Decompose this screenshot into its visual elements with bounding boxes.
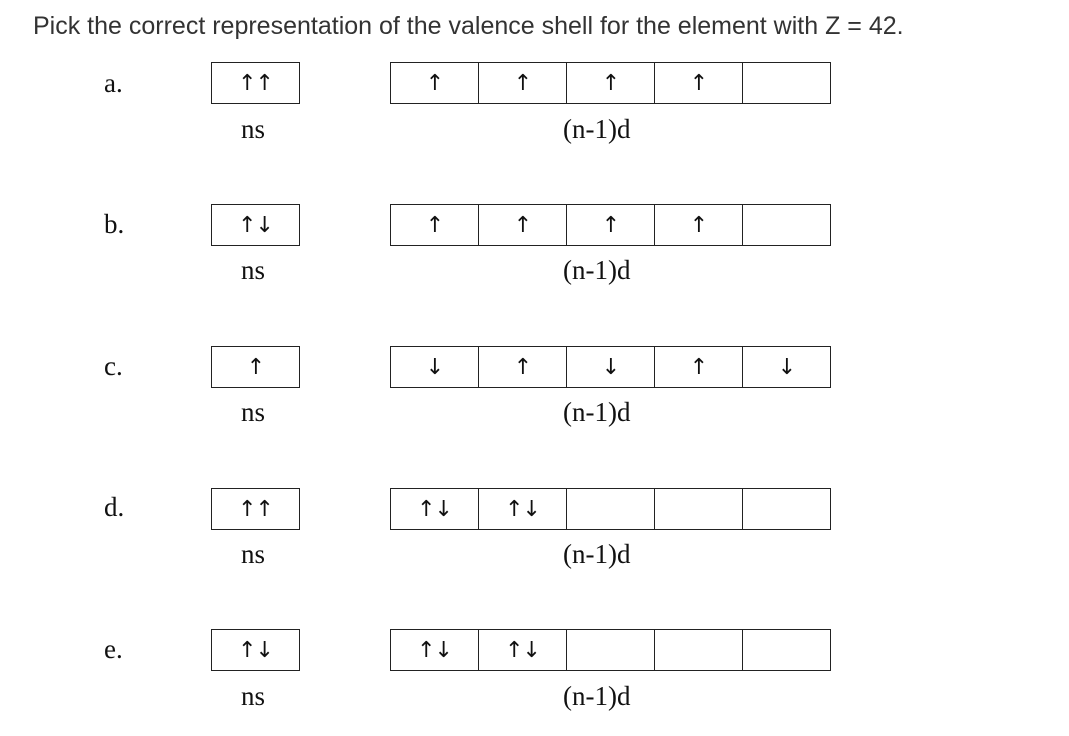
- ns-orbital-box: ↑↑: [211, 62, 300, 104]
- d-orbital-box-4: [654, 488, 743, 530]
- d-orbital-box-4: ↑: [654, 346, 743, 388]
- d-orbital-box-3: ↓: [566, 346, 655, 388]
- d-orbital-box-1: ↑↓: [390, 629, 479, 671]
- d-orbital-box-1: ↑: [390, 62, 479, 104]
- d-orbital-box-3: ↑: [566, 62, 655, 104]
- ns-label: ns: [241, 114, 266, 144]
- d-orbital-box-3: [566, 629, 655, 671]
- ns-label: ns: [241, 255, 266, 285]
- ns-label: ns: [241, 397, 266, 427]
- d-orbital-box-1: ↑: [390, 204, 479, 246]
- d-orbital-box-2: ↑: [478, 62, 567, 104]
- d-label: (n-1)d: [563, 114, 631, 144]
- ns-orbital-box: ↑↑: [211, 488, 300, 530]
- d-orbital-box-2: ↑↓: [478, 629, 567, 671]
- question-text: Pick the correct representation of the valence shell for the element with Z = 42.: [33, 12, 904, 40]
- d-orbital-box-1: ↓: [390, 346, 479, 388]
- d-orbital-box-5: ↓: [742, 346, 831, 388]
- d-orbital-box-2: ↑: [478, 346, 567, 388]
- d-orbital-box-5: [742, 62, 831, 104]
- d-orbital-box-3: [566, 488, 655, 530]
- ns-orbital-box: ↑: [211, 346, 300, 388]
- d-orbital-box-2: ↑↓: [478, 488, 567, 530]
- d-orbital-box-2: ↑: [478, 204, 567, 246]
- d-label: (n-1)d: [563, 397, 631, 427]
- option-letter: a.: [104, 68, 123, 98]
- d-orbital-box-5: [742, 488, 831, 530]
- d-label: (n-1)d: [563, 681, 631, 711]
- d-label: (n-1)d: [563, 539, 631, 569]
- option-letter: e.: [104, 634, 123, 664]
- ns-label: ns: [241, 681, 266, 711]
- option-letter: c.: [104, 351, 123, 381]
- ns-label: ns: [241, 539, 266, 569]
- d-orbital-box-4: [654, 629, 743, 671]
- ns-orbital-box: ↑↓: [211, 204, 300, 246]
- d-orbital-box-4: ↑: [654, 62, 743, 104]
- ns-orbital-box: ↑↓: [211, 629, 300, 671]
- d-orbital-box-3: ↑: [566, 204, 655, 246]
- d-orbital-box-1: ↑↓: [390, 488, 479, 530]
- option-letter: b.: [104, 209, 125, 239]
- d-orbital-box-4: ↑: [654, 204, 743, 246]
- d-orbital-box-5: [742, 629, 831, 671]
- d-label: (n-1)d: [563, 255, 631, 285]
- d-orbital-box-5: [742, 204, 831, 246]
- option-letter: d.: [104, 492, 125, 522]
